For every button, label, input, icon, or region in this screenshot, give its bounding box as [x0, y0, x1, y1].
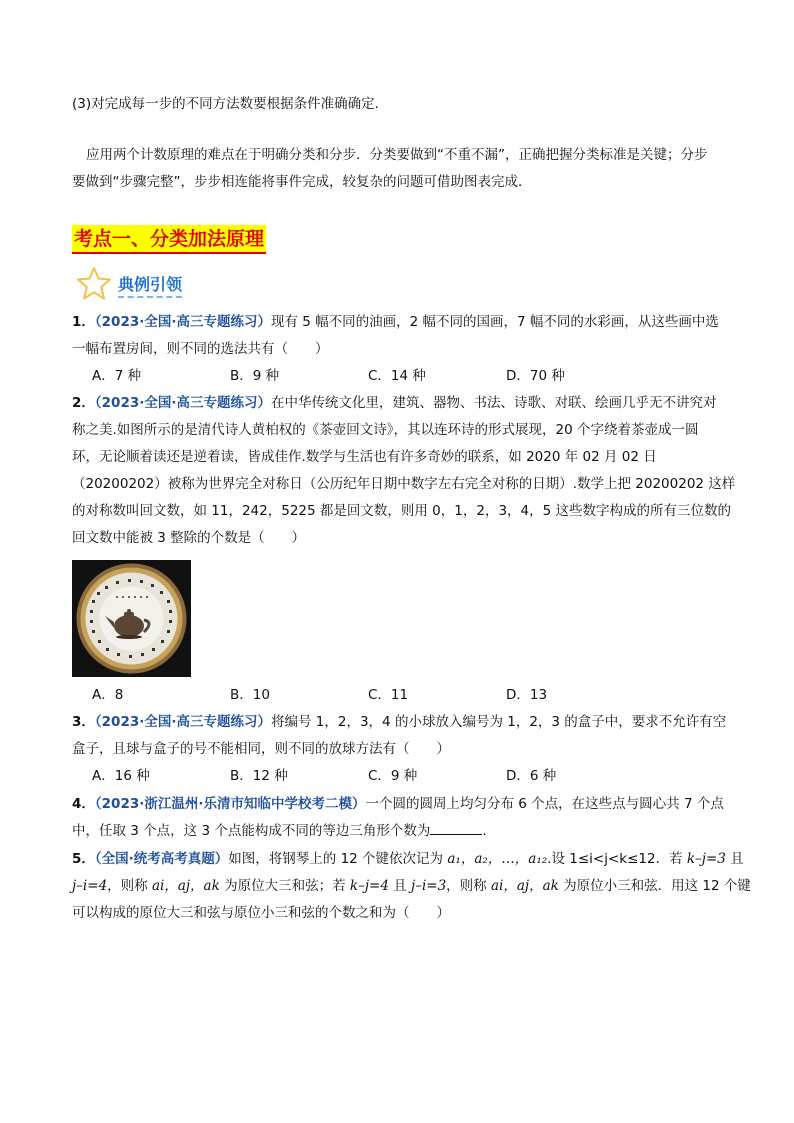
- question-text: .设 1≤i<j<k≤12．若: [547, 851, 687, 867]
- math-expression: j–i=4: [72, 878, 108, 894]
- question-2-line-2: 称之美.如图所示的是清代诗人黄柏权的《茶壶回文诗》，其以连环诗的形式展现，20 个字绕着茶壶成一圆: [72, 422, 699, 438]
- question-text: 且: [388, 878, 412, 894]
- question-2-line-3: 环，无论顺着读还是逆着读，皆成佳作.数学与生活也有许多奇妙的联系，如 2020 年 02 月 02 日: [72, 449, 657, 465]
- option-b: B．10: [230, 687, 270, 703]
- answer-blank: [430, 822, 482, 835]
- question-2-line-5: 的对称数叫回文数，如 11，242，5225 都是回文数，则用 0，1，2，3，4，5 这些数字构成的所有三位数的: [72, 503, 732, 519]
- question-2-line-4: （20200202）被称为世界完全对称日（公历纪年日期中数字左右完全对称的日期）.数学上把 20200202 这样: [72, 476, 736, 492]
- question-source: （2023·全国·高三专题练习）: [94, 714, 271, 730]
- option-c: C．9 种: [368, 768, 418, 784]
- question-3-line-1: [72, 712, 726, 732]
- option-b: B．12 种: [230, 768, 288, 784]
- question-number: 5．: [72, 851, 95, 867]
- question-1-line-1: [72, 312, 719, 332]
- question-text: 中，任取 3 个点，这 3 个点能构成不同的等边三角形个数为: [72, 823, 431, 839]
- question-1-options: [92, 366, 644, 386]
- question-text: 在中华传统文化里，建筑、器物、书法、诗歌、对联、绘画几乎无不讲究对: [271, 395, 717, 411]
- option-a: A．8: [92, 687, 124, 703]
- option-b: B．9 种: [230, 368, 280, 384]
- question-text: 如图，将钢琴上的 12 个键依次记为: [228, 851, 448, 867]
- question-text: 现有 5 幅不同的油画，2 幅不同的国画，7 幅不同的水彩画，从这些画中选: [271, 314, 719, 330]
- question-3-options: [92, 766, 644, 786]
- intro-point-3: (3)对完成每一步的不同方法数要根据条件准确确定．: [72, 96, 389, 112]
- star-icon: [76, 266, 112, 300]
- section-heading: 考点一、分类加法原理: [72, 225, 266, 254]
- question-4-line-1: [72, 794, 724, 814]
- question-source: （2023·全国·高三专题练习）: [94, 395, 271, 411]
- question-text: 为原位大三和弦；若: [219, 878, 350, 894]
- option-d: D．70 种: [506, 368, 565, 384]
- question-text: 一个圆的圆周上均匀分布 6 个点，在这些点与圆心共 7 个点: [365, 796, 724, 812]
- question-text: 为原位小三和弦．用这 12 个键: [558, 878, 751, 894]
- question-3-line-2: 盒子，且球与盒子的号不能相同，则不同的放球方法有（ ）: [72, 741, 450, 757]
- option-a: A．16 种: [92, 768, 150, 784]
- question-text: 将编号 1，2，3，4 的小球放入编号为 1，2，3 的盒子中，要求不允许有空: [271, 714, 727, 730]
- question-5-line-2: [72, 876, 751, 896]
- teapot-poem-image: [72, 560, 191, 677]
- math-expression: k–j=4: [349, 878, 389, 894]
- intro-paragraph-line-1: 应用两个计数原理的难点在于明确分类和分步．分类要做到“不重不漏”，正确把握分类标准是关键；分步: [86, 147, 708, 163]
- option-a: A．7 种: [92, 368, 142, 384]
- math-expression: ai，aj，ak: [151, 878, 220, 894]
- math-expression: ai，aj，ak: [490, 878, 559, 894]
- option-c: C．14 种: [368, 368, 426, 384]
- question-4-line-2: [72, 821, 487, 841]
- intro-paragraph-line-2: 要做到“步骤完整”，步步相连能将事件完成，较复杂的问题可借助图表完成．: [72, 174, 532, 190]
- question-number: 2．: [72, 395, 95, 411]
- option-c: C．11: [368, 687, 409, 703]
- math-expression: j–i=3: [411, 878, 447, 894]
- question-source: （全国·统考高考真题）: [94, 851, 229, 867]
- question-5-line-3: 可以构成的原位大三和弦与原位小三和弦的个数之和为（ ）: [72, 905, 450, 921]
- question-source: （2023·浙江温州·乐清市知临中学校考二模）: [94, 796, 366, 812]
- question-text: ，则称: [446, 878, 491, 894]
- question-2-options: [92, 685, 644, 705]
- question-1-line-2: 一幅布置房间，则不同的选法共有（ ）: [72, 341, 329, 357]
- option-d: D．13: [506, 687, 548, 703]
- question-2-line-1: [72, 393, 717, 413]
- question-source: （2023·全国·高三专题练习）: [94, 314, 271, 330]
- option-d: D．6 种: [506, 768, 557, 784]
- question-number: 4．: [72, 796, 95, 812]
- question-number: 1．: [72, 314, 95, 330]
- question-text: 且: [725, 851, 744, 867]
- example-label: 典例引领: [118, 272, 182, 298]
- question-text-end: .: [482, 823, 487, 839]
- math-expression: a₁，a₂，…，a₁₂: [447, 851, 548, 867]
- math-expression: k–j=3: [686, 851, 726, 867]
- question-text: ，则称: [107, 878, 152, 894]
- question-number: 3．: [72, 714, 95, 730]
- example-banner: [76, 266, 206, 300]
- question-5-line-1: [72, 849, 744, 869]
- question-2-line-6: 回文数中能被 3 整除的个数是（ ）: [72, 530, 306, 546]
